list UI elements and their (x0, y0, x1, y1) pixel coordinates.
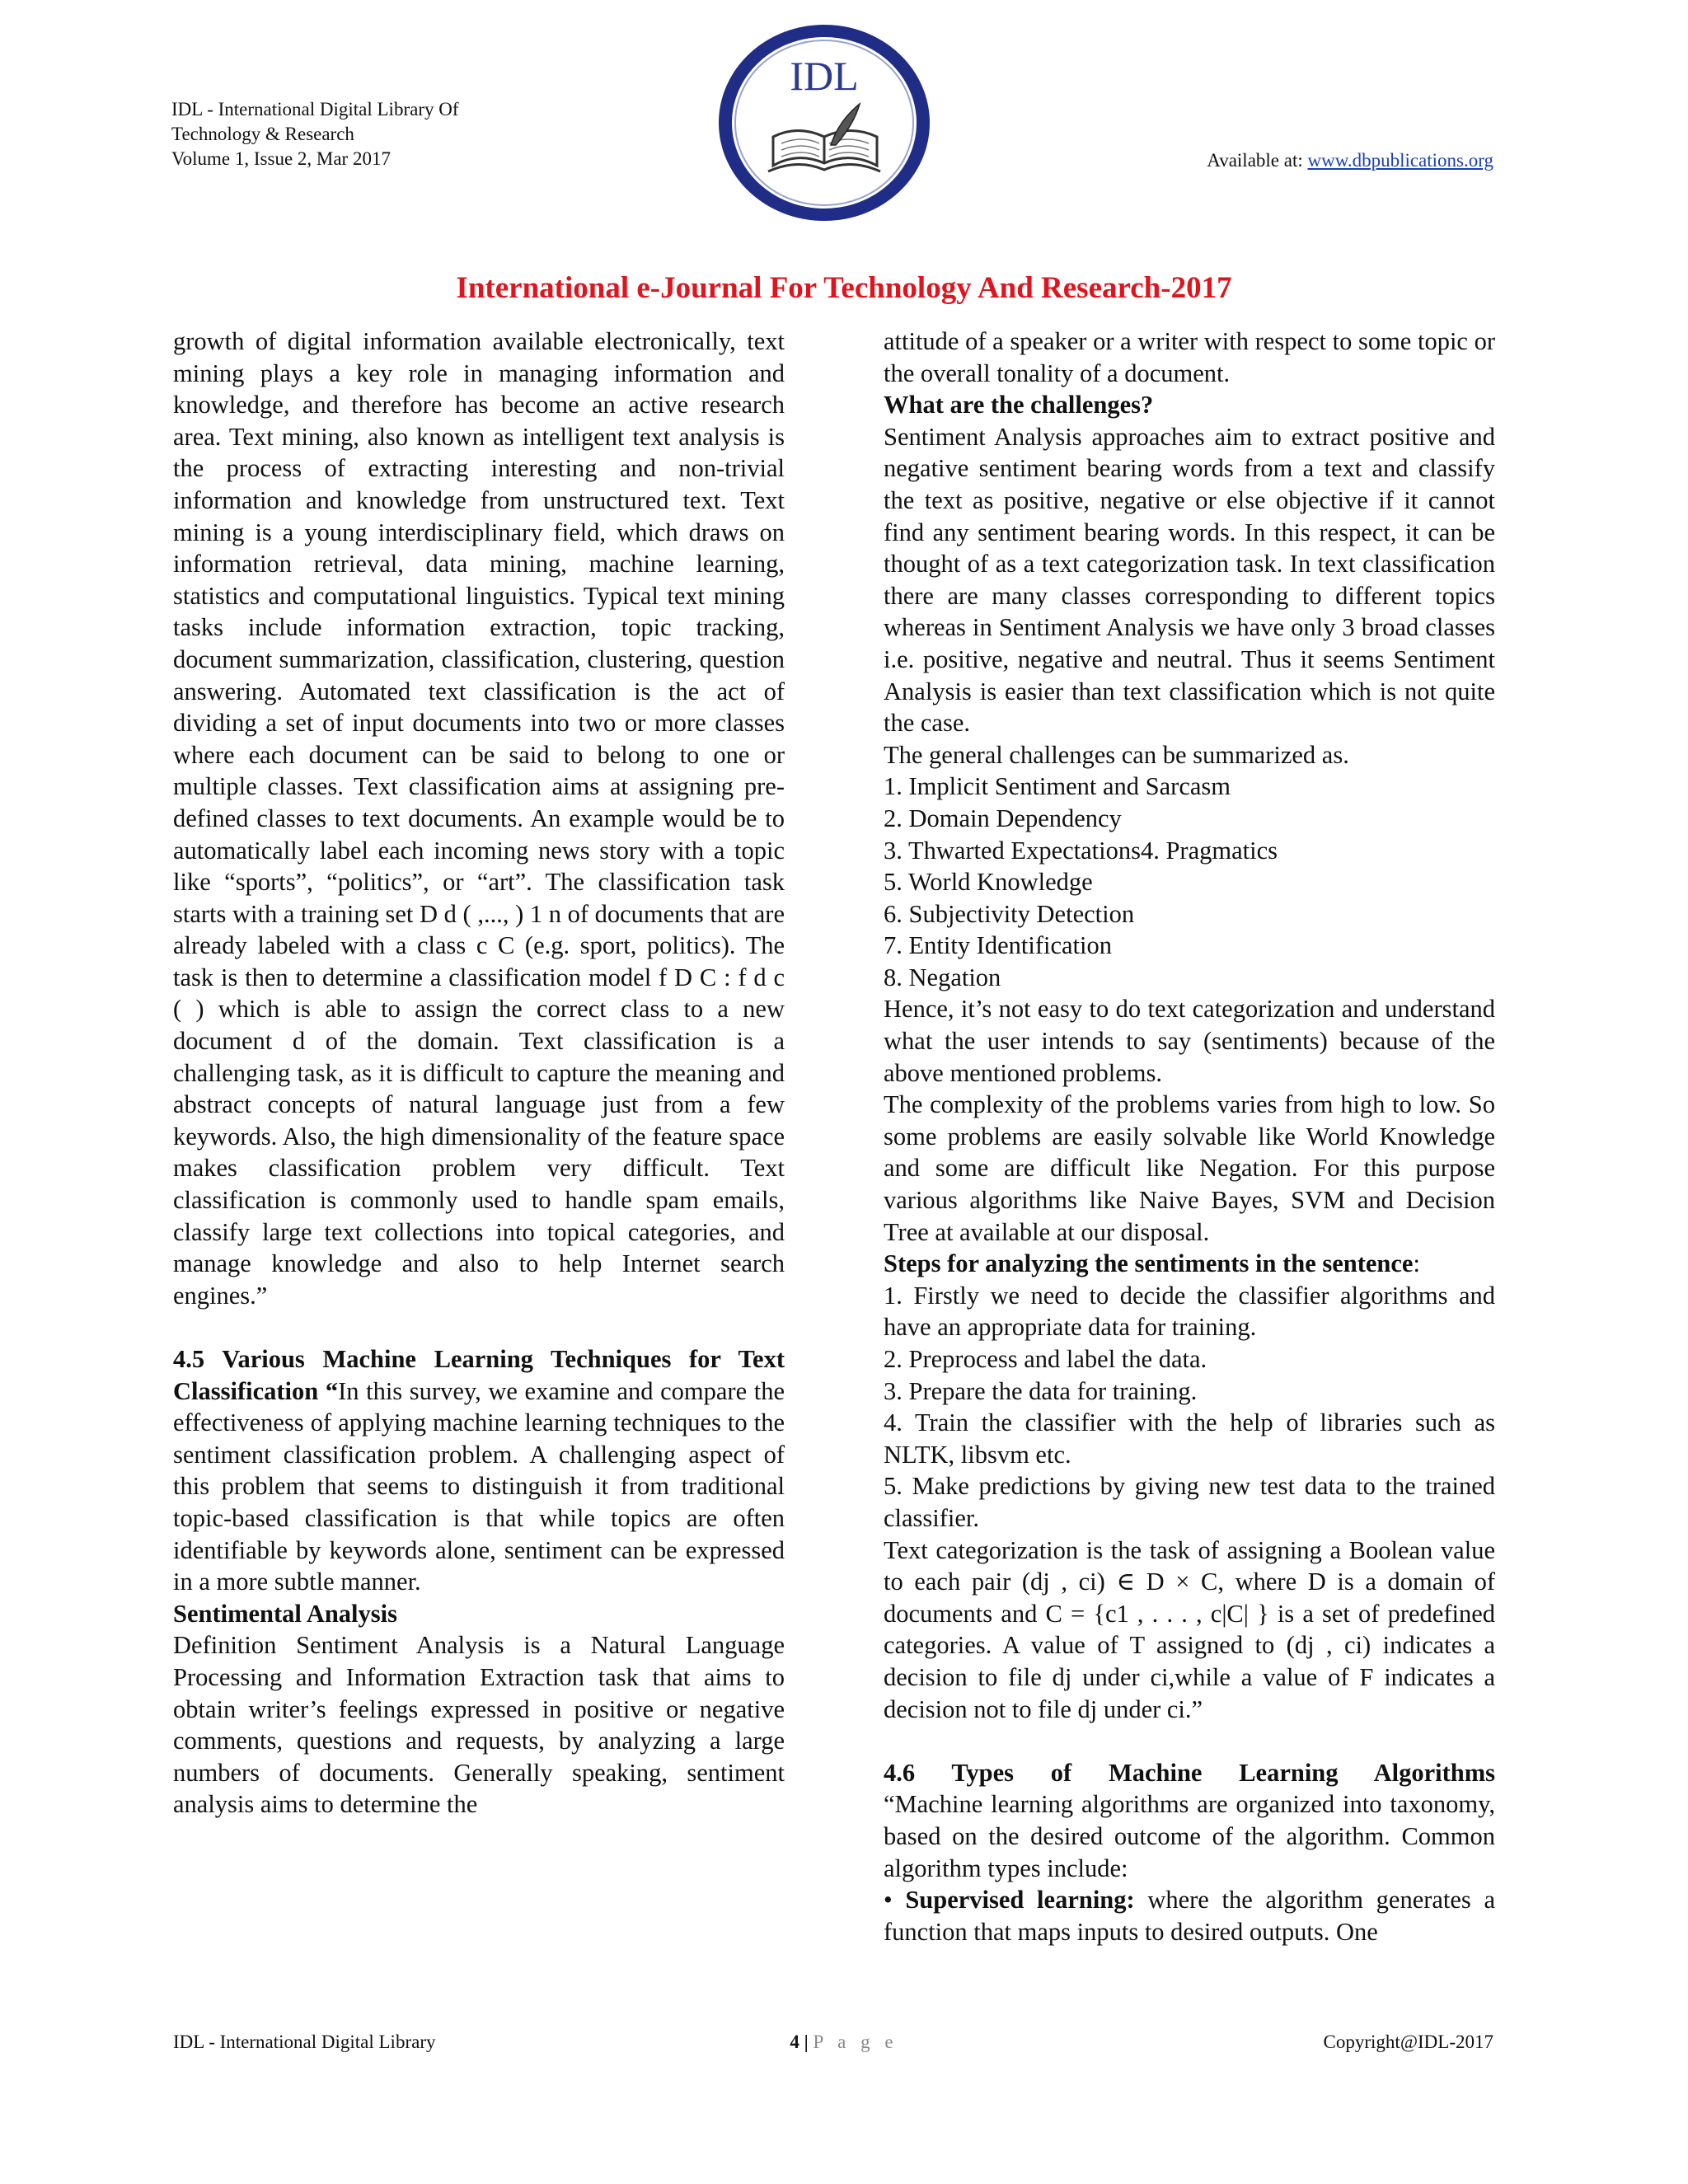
header-line-3: Volume 1, Issue 2, Mar 2017 (171, 148, 391, 169)
logo-text: IDL (790, 53, 859, 99)
right-column (884, 326, 1495, 1947)
summary-line: The general challenges can be summarized as. (884, 740, 1349, 769)
challenge-item: 2. Domain Dependency (884, 804, 1122, 832)
header-publication-info (171, 97, 459, 171)
footer-left: IDL - International Digital Library (173, 2032, 436, 2052)
step-item: 2. Preprocess and label the data. (884, 1345, 1207, 1373)
challenge-item: 8. Negation (884, 963, 1001, 991)
left-column (173, 326, 785, 1821)
section-4-6-heading: 4.6 Types of Machine Learning Algorithms (884, 1758, 1495, 1787)
header-line-1: IDL - International Digital Library Of (171, 99, 459, 120)
challenges-heading: What are the challenges? (884, 391, 1154, 419)
section-4-5-paragraph (173, 1343, 785, 1598)
paragraph-gap (884, 1725, 1495, 1757)
section-4-6-text: “Machine learning algorithms are organized into taxonomy, based on the desired outcome of the algorithm. Common algorithm types include: (884, 1790, 1495, 1882)
page-number: 4 (790, 2032, 799, 2052)
attitude-paragraph: attitude of a speaker or a writer with respect to some topic or the overall tonality of a document. (884, 327, 1495, 387)
paragraph-gap (173, 1311, 785, 1343)
page-separator: | (799, 2032, 814, 2052)
supervised-learning-heading: Supervised learning: (905, 1886, 1135, 1915)
challenge-item: 5. World Knowledge (884, 868, 1093, 897)
journal-title: International e-Journal For Technology And Research-2017 (456, 271, 1232, 305)
page-word: P a g e (813, 2032, 898, 2052)
challenge-item: 6. Subjectivity Detection (884, 899, 1135, 928)
categorization-paragraph: Text categorization is the task of assigning a Boolean value to each pair (dj , ci) ∈ D × C, where D is a domain of documents and C = {c1 , . . . , c|C| } is a set of predefined categories. A value of T assigned to (dj , ci) indicates a decision to file dj under ci,while a value of F indicates a decision not to file dj under ci.” (884, 1535, 1495, 1723)
complexity-paragraph: The complexity of the problems varies from high to low. So some problems are easily solvable like World Knowledge and some are difficult like Negation. For this purpose various algorithms like Naive Bayes, SVM and Decision Tree at available at our disposal. (884, 1090, 1495, 1246)
section-4-5-heading: 4.5 Various Machine Learning Techniques for Text Classification “ (173, 1345, 785, 1405)
step-item: 4. Train the classifier with the help of libraries such as NLTK, libsvm etc. (884, 1408, 1495, 1469)
available-label: Available at: (1207, 150, 1308, 171)
footer-copyright: Copyright@IDL-2017 (1323, 2032, 1493, 2052)
sentimental-analysis-text: Definition Sentiment Analysis is a Natural Language Processing and Information Extraction task that aims to obtain writer’s feelings expressed in positive or negative comments, questions and requests, by analyzing a large numbers of documents. Generally speaking, sentiment analysis aims to determine the (173, 1631, 785, 1819)
steps-heading-line (884, 1248, 1495, 1280)
step-item: 5. Make predictions by giving new test data to the trained classifier. (884, 1472, 1495, 1532)
challenge-item: 1. Implicit Sentiment and Sarcasm (884, 772, 1231, 801)
challenges-paragraph: Sentiment Analysis approaches aim to extract positive and negative sentiment bearing words from a text and classify the text as positive, negative or else objective if it cannot find any sentiment bearing words. In this respect, it can be thought of as a text categorization task. In text classification there are many classes corresponding to different topics whereas in Sentiment Analysis we have only 3 broad classes i.e. positive, negative and neutral. Thus it seems Sentiment Analysis is easier than text classification which is not quite the case. (884, 422, 1495, 738)
hence-paragraph: Hence, it’s not easy to do text categorization and understand what the user intends to say (sentiments) because of the above mentioned problems. (884, 995, 1495, 1087)
idl-logo-icon (715, 21, 933, 224)
available-at (1207, 148, 1493, 173)
challenge-item: 3. Thwarted Expectations4. Pragmatics (884, 836, 1278, 865)
text-mining-paragraph: growth of digital information available electronically, text mining plays a key role in managing information and knowledge, and therefore has become an active research area. Text mining, also known as intelligent text analysis is the process of extracting interesting and non-trivial information and knowledge from unstructured text. Text mining is a young interdisciplinary field, which draws on information retrieval, data mining, machine learning, statistics and computational linguistics. Typical text mining tasks include information extraction, topic tracking, document summarization, classification, clustering, question answering. Automated text classification is the act of dividing a set of input documents into two or more classes where each document can be said to belong to one or multiple classes. Text classification aims at assigning pre-defined classes to text documents. An example would be to automatically label each incoming news story with a topic like “sports”, “politics”, or “art”. The classification task starts with a training set D d ( ,..., ) 1 n of documents that are already labeled with a class c C (e.g. sport, politics). The task is then to determine a classification model f D C : f d c ( ) which is able to assign the correct class to a new document d of the domain. Text classification is a challenging task, as it is difficult to capture the meaning and abstract concepts of natural language just from a few keywords. Also, the high dimensionality of the feature space makes classification problem very difficult. Text classification is commonly used to handle spam emails, classify large text collections into topical categories, and manage knowledge and also to help Internet search engines.” (173, 327, 785, 1310)
header-line-2: Technology & Research (171, 124, 354, 144)
steps-heading-colon: : (1413, 1249, 1420, 1278)
bullet: • (884, 1886, 906, 1915)
supervised-learning-text: where the algorithm generates a function that maps inputs to desired outputs. One (884, 1886, 1495, 1946)
publisher-link[interactable]: www.dbpublications.org (1307, 150, 1493, 171)
supervised-learning-paragraph (884, 1884, 1495, 1947)
challenge-item: 7. Entity Identification (884, 931, 1112, 960)
section-4-5-text: In this survey, we examine and compare the effectiveness of applying machine learning techniques to the sentiment classification problem. A challenging aspect of this problem that seems to distinguish it from traditional topic-based classification is that while topics are often identifiable by keywords alone, sentiment can be expressed in a more subtle manner. (173, 1376, 785, 1596)
step-item: 1. Firstly we need to decide the classifier algorithms and have an appropriate data for training. (884, 1281, 1495, 1342)
steps-heading: Steps for analyzing the sentiments in the sentence (884, 1249, 1414, 1278)
step-item: 3. Prepare the data for training. (884, 1376, 1198, 1405)
sentimental-analysis-heading: Sentimental Analysis (173, 1599, 397, 1628)
